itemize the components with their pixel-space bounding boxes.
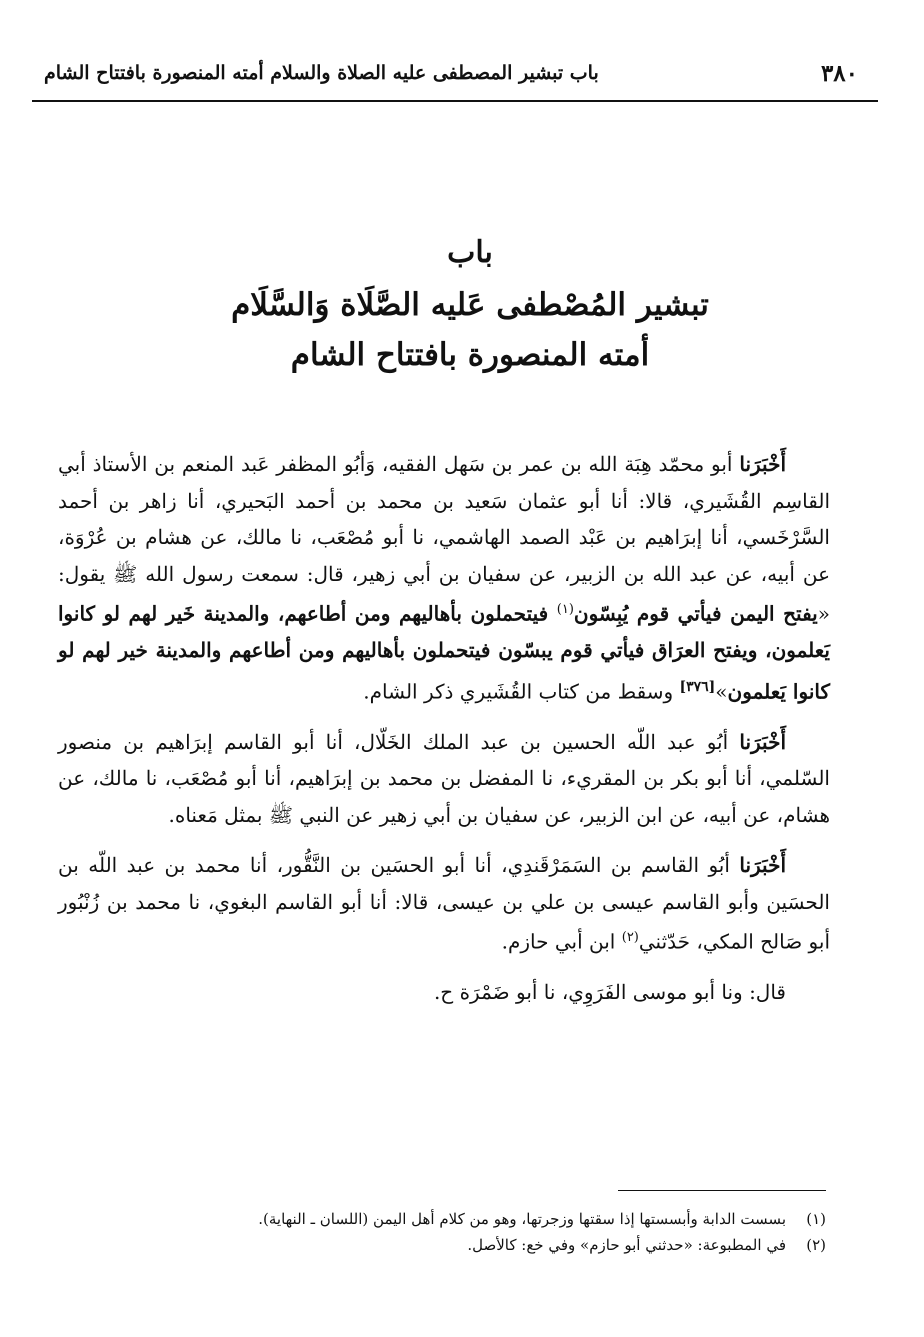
paragraph-lead-word: أَخْبَرَنا — [739, 729, 786, 754]
page-header — [40, 56, 868, 100]
footnote-number: (١) — [806, 1210, 826, 1228]
page-number: ٣٨٠ — [820, 60, 858, 87]
chapter-title-line-2: أمته المنصورة بافتتاح الشام — [290, 337, 650, 373]
paragraph-text: أبو محمّد هِبَة الله بن عمر بن سَهل الفقيه، وَأبُو المظفر عَبد المنعم بن الأستاذ أبي القاسِم القُشَيري، قالا: أنا أبو عثمان سَعيد بن محمد بن أحمد البَحيري، أنا زاهر بن أحمد السَّرْخَسي، أنا إبرَاهيم بن عَبْد الصمد الهاشمي، نا أبو مُصْعَب، نا مالك، عن هشام بن عُرْوَة، عن أبيه، عن عبد الله بن الزبير، عن سفيان بن أبي زهير، قال: سمعت رسول الله ﷺ يقول: « — [58, 452, 830, 626]
hadith-text: يفتح اليمن فيأتي قوم يُبِسّون — [573, 601, 818, 626]
paragraph-4 — [58, 974, 830, 1011]
hadith-text: فيتحملون بأهاليهم ومن أطاعهم، والمدينة خَير لهم لو كانوا يَعلمون، ويفتح العرَاق فيأتي قوم يبسّون فيتحملون بأهاليهم ومن أطاعهم والمدينة خير لهم لو كانوا يَعلمون — [58, 601, 830, 704]
footnote-rule — [618, 1190, 826, 1191]
footnote-text: في المطبوعة: «حدثني أبو حازم» وفي خع: كالأصل. — [467, 1236, 786, 1254]
paragraph-tail: ابن أبي حازم. — [501, 929, 622, 954]
paragraph-tail: وسقط من كتاب القُشَيري ذكر الشام. — [363, 679, 680, 704]
paragraph-text: قال: ونا أبو موسى الفَرَوِي، نا أبو ضَمْرَة ح. — [433, 980, 786, 1005]
paragraph-text: أبُو عبد اللّه الحسين بن عبد الملك الخَلّال، أنا أبو القاسم إبرَاهيم بن منصور السّلمي، أنا أبو بكر بن المقريء، نا المفضل بن محمد بن إبرَاهيم، أنا أبو مُصْعَب، نا مالك، عن هشام، عن أبيه، عن ابن الزبير، عن سفيان بن أبي زهير عن النبي ﷺ بمثل مَعناه. — [58, 729, 830, 827]
chapter-title-line-1: تبشير المُصْطفى عَليه الصَّلَاة وَالسَّلَام — [231, 287, 709, 323]
quote-close: » — [715, 679, 728, 704]
paragraph-1 — [58, 446, 830, 710]
paragraph-lead-word: أَخْبَرَنا — [739, 853, 786, 878]
paragraph-text: أبُو القاسم بن السَمَرْقَندِي، أنا أبو الحسَين بن النَّقُّور، أنا محمد بن عبد اللّه بن الحسَين وأبو القاسم عيسى بن علي بن عيسى، قالا: أنا أبو القاسم البغوي، نا محمد بن زُنْبُور أبو صَالح المكي، حَدّثني — [58, 853, 830, 954]
paragraph-lead-word: أَخْبَرَنا — [739, 452, 786, 476]
header-rule — [32, 100, 878, 102]
reference-number: [٣٧٦] — [679, 678, 716, 695]
footnote-marker: (١) — [556, 602, 574, 617]
paragraph-2 — [58, 724, 830, 834]
running-title: باب تبشير المصطفى عليه الصلاة والسلام أمته المنصورة بافتتاح الشام — [44, 62, 599, 84]
chapter-heading — [120, 226, 820, 380]
footnote-1 — [258, 1206, 826, 1232]
chapter-label: باب — [447, 235, 493, 270]
paragraph-3 — [58, 847, 830, 960]
footnote-2 — [300, 1232, 826, 1258]
footnote-number: (٢) — [806, 1236, 826, 1254]
footnote-text: بسست الدابة وأبسستها إذا سقتها وزجرتها، وهو من كلام أهل اليمن (اللسان ـ النهاية). — [258, 1210, 786, 1228]
footnotes — [258, 1206, 826, 1258]
body-text — [58, 446, 830, 1025]
footnote-marker: (٢) — [621, 930, 639, 946]
